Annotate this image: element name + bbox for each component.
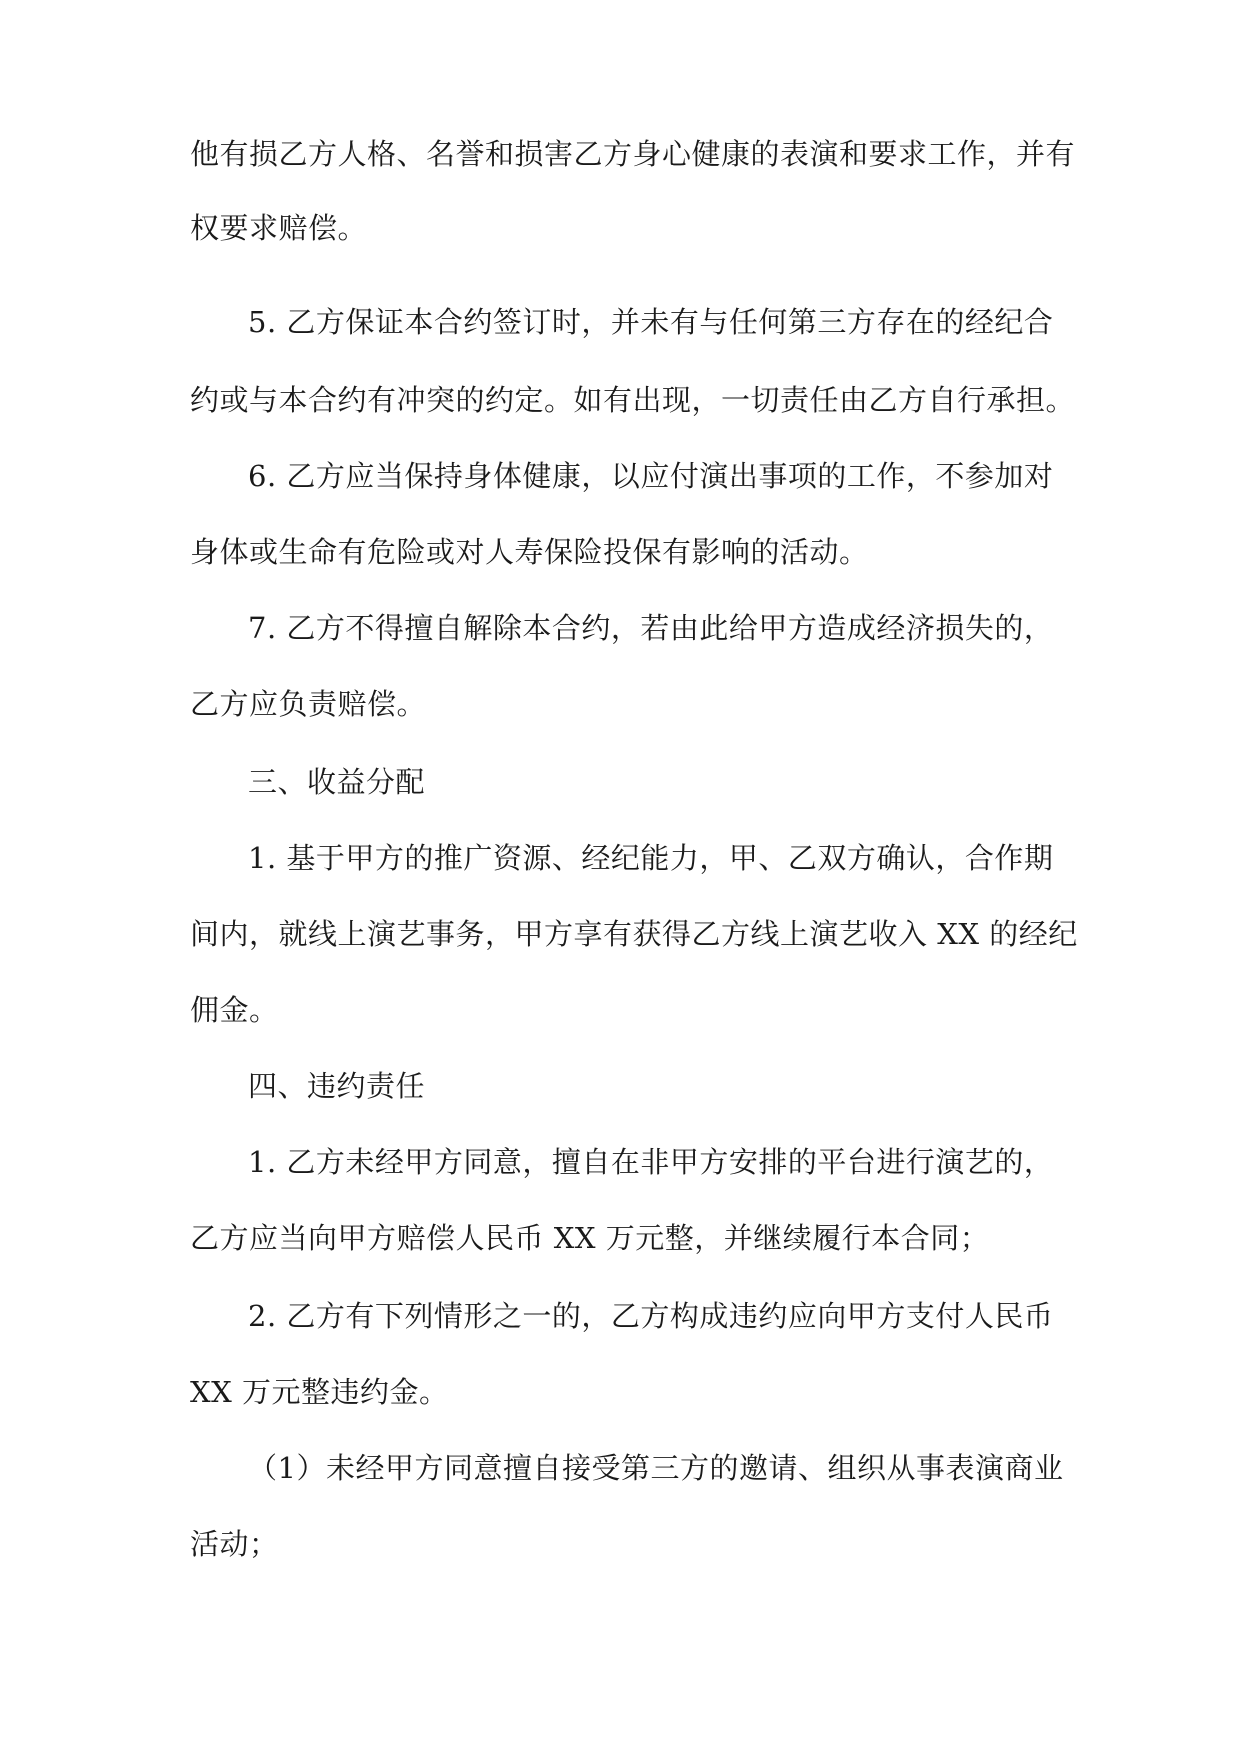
- section-heading: 三、收益分配: [248, 765, 426, 799]
- paragraph-line: （1）未经甲方同意擅自接受第三方的邀请、组织从事表演商业: [248, 1451, 1064, 1485]
- paragraph-line: 佣金。: [190, 993, 279, 1027]
- paragraph-line: 7. 乙方不得擅自解除本合约，若由此给甲方造成经济损失的，: [248, 611, 1054, 645]
- paragraph-line: 活动；: [190, 1527, 279, 1561]
- paragraph-line: 身体或生命有危险或对人寿保险投保有影响的活动。: [190, 535, 869, 569]
- paragraph-line: 2. 乙方有下列情形之一的，乙方构成违约应向甲方支付人民币: [248, 1299, 1054, 1333]
- paragraph-line: 1. 基于甲方的推广资源、经纪能力，甲、乙双方确认，合作期: [248, 841, 1054, 875]
- paragraph-line: 间内，就线上演艺事务，甲方享有获得乙方线上演艺收入 XX 的经纪: [190, 917, 1078, 951]
- paragraph-line: 6. 乙方应当保持身体健康，以应付演出事项的工作，不参加对: [248, 459, 1054, 493]
- paragraph-line: XX 万元整违约金。: [190, 1375, 449, 1409]
- paragraph-line: 乙方应当向甲方赔偿人民币 XX 万元整，并继续履行本合同；: [190, 1221, 990, 1255]
- paragraph-line: 他有损乙方人格、名誉和损害乙方身心健康的表演和要求工作，并有: [190, 137, 1076, 171]
- paragraph-line: 1. 乙方未经甲方同意，擅自在非甲方安排的平台进行演艺的，: [248, 1145, 1054, 1179]
- paragraph-line: 乙方应负责赔偿。: [190, 687, 427, 721]
- paragraph-line: 权要求赔偿。: [190, 211, 368, 245]
- paragraph-line: 5. 乙方保证本合约签订时，并未有与任何第三方存在的经纪合: [248, 305, 1054, 339]
- section-heading: 四、违约责任: [248, 1069, 426, 1103]
- paragraph-line: 约或与本合约有冲突的约定。如有出现，一切责任由乙方自行承担。: [190, 383, 1076, 417]
